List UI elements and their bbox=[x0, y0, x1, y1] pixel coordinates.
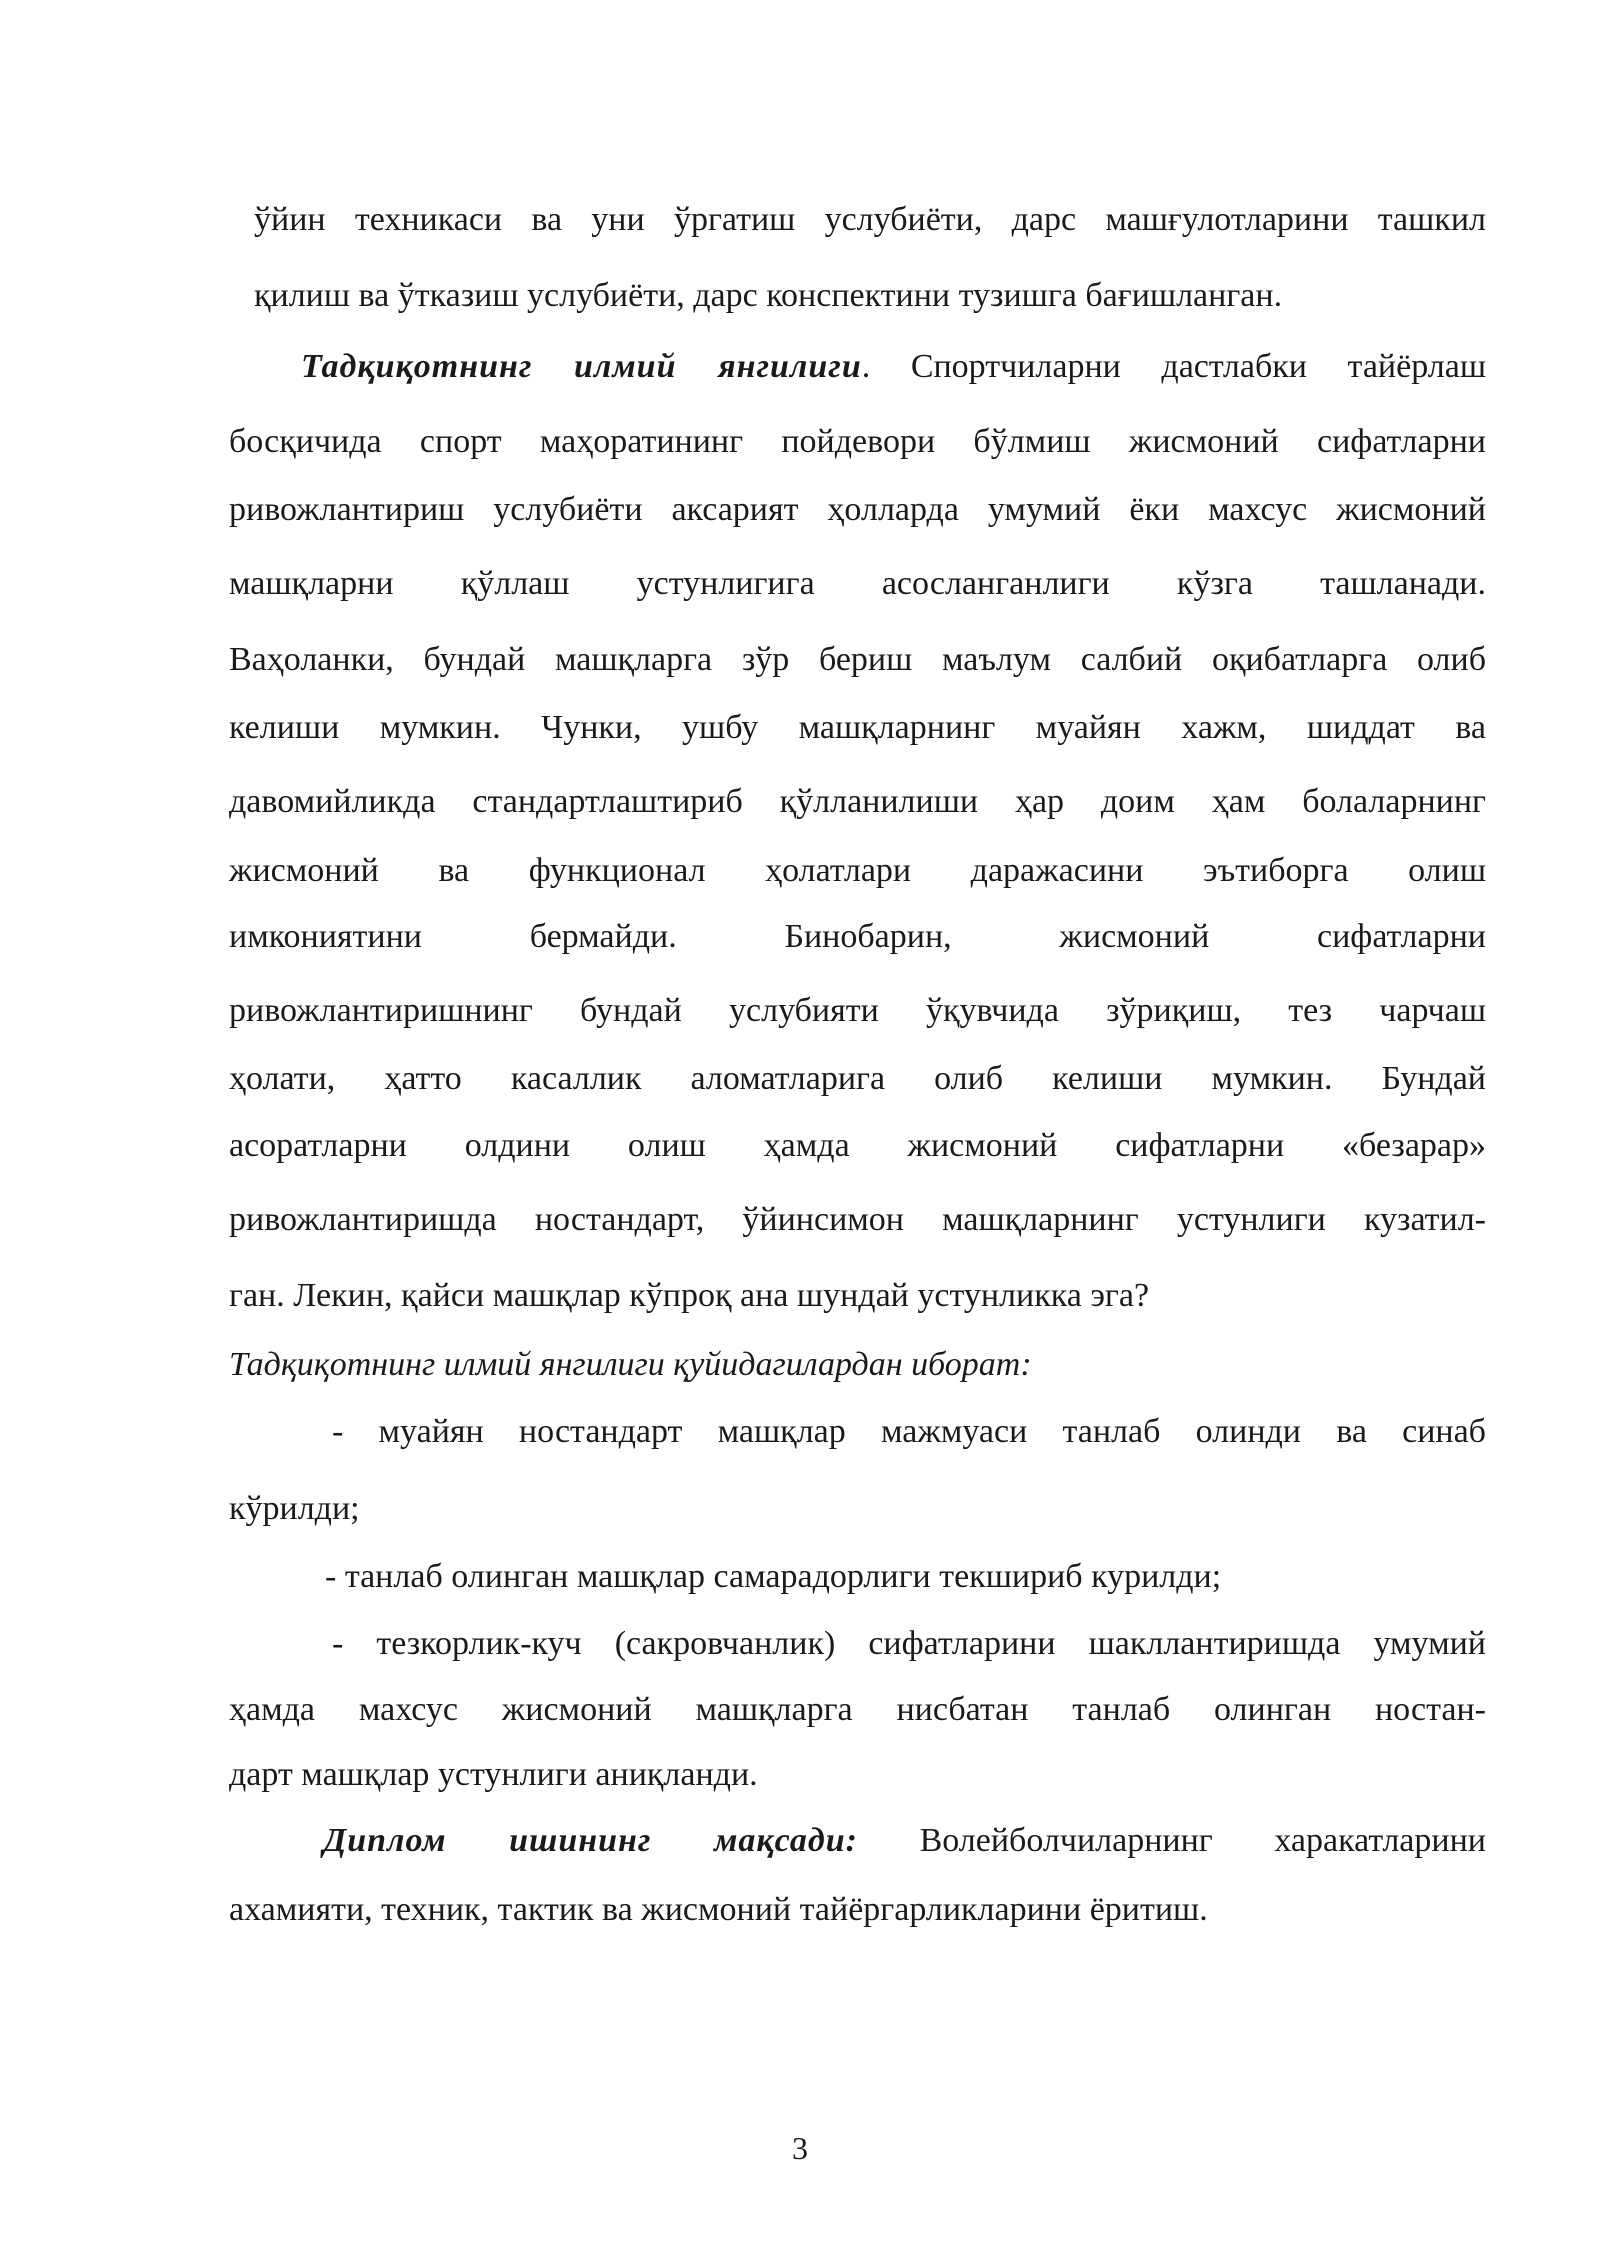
text-line: давомийликда стандартлаштириб қўлланилиши ҳар доим ҳам болаларнинг bbox=[229, 783, 1486, 820]
section-heading-goal: Диплом ишининг мақсади: bbox=[323, 1822, 858, 1859]
text-line: ахамияти, техник, тактик ва жисмоний тайёргарликларини ёритиш. bbox=[229, 1891, 1208, 1928]
text-line: машқларни қўллаш устунлигига асосланганлиги кўзга ташланади. bbox=[229, 565, 1486, 602]
text-line: жисмоний ва функционал ҳолатлари даражасини эътиборга олиш bbox=[229, 852, 1486, 889]
text-line: ривожлантиришнинг бундай услубияти ўқувчида зўриқиш, тез чарчаш bbox=[229, 992, 1486, 1029]
text-line: ривожлантириш услубиёти аксарият ҳолларда умумий ёки махсус жисмоний bbox=[229, 491, 1486, 528]
text-line bbox=[323, 1821, 1486, 1861]
text-fragment: Волейболчиларнинг харакатларини bbox=[857, 1822, 1486, 1859]
text-line: имкониятини бермайди. Бинобарин, жисмоний сифатларни bbox=[229, 918, 1486, 955]
page-number: 3 bbox=[792, 2130, 808, 2166]
text-line: Ваҳоланки, бундай машқларга зўр бериш маълум салбий оқибатларга олиб bbox=[229, 641, 1486, 678]
text-line: ривожлантиришда ностандарт, ўйинсимон машқларнинг устунлиги кузатил- bbox=[229, 1201, 1486, 1238]
text-line: келиши мумкин. Чунки, ушбу машқларнинг муайян хажм, шиддат ва bbox=[229, 709, 1486, 746]
text-line: асоратларни олдини олиш ҳамда жисмоний сифатларни «безарар» bbox=[229, 1127, 1486, 1164]
text-line: ҳамда махсус жисмоний машқларга нисбатан танлаб олинган ностан- bbox=[229, 1691, 1486, 1728]
body-text bbox=[229, 0, 1486, 2000]
text-line: ган. Лекин, қайси машқлар кўпроқ ана шундай устунликка эга? bbox=[229, 1277, 1150, 1314]
section-heading-novelty: Тадқиқотнинг илмий янгилиги bbox=[301, 348, 862, 385]
text-line bbox=[301, 347, 1486, 387]
novelty-intro: Тадқиқотнинг илмий янгилиги қуйидагилардан иборат: bbox=[229, 1346, 1032, 1383]
text-line: дарт машқлар устунлиги аниқланди. bbox=[229, 1756, 758, 1793]
text-line: қилиш ва ўтказиш услубиёти, дарс конспектини тузишга бағишланган. bbox=[254, 277, 1283, 314]
list-item: - танлаб олинган машқлар самарадорлиги текшириб курилди; bbox=[325, 1558, 1222, 1595]
list-item: - тезкорлик-куч (сакровчанлик) сифатларини шакллантиришда умумий bbox=[332, 1625, 1486, 1662]
text-line: ҳолати, ҳатто касаллик аломатларига олиб келиши мумкин. Бундай bbox=[229, 1060, 1486, 1097]
text-line: кўрилди; bbox=[229, 1490, 360, 1527]
text-line: ўйин техникаси ва уни ўргатиш услубиёти, дарс машғулотларини ташкил bbox=[254, 201, 1486, 238]
list-item: - муайян ностандарт машқлар мажмуаси танлаб олинди ва синаб bbox=[332, 1413, 1486, 1450]
text-fragment: . Спортчиларни дастлабки тайёрлаш bbox=[861, 348, 1486, 385]
text-line: босқичида спорт маҳоратининг пойдевори бўлмиш жисмоний сифатларни bbox=[229, 423, 1486, 460]
